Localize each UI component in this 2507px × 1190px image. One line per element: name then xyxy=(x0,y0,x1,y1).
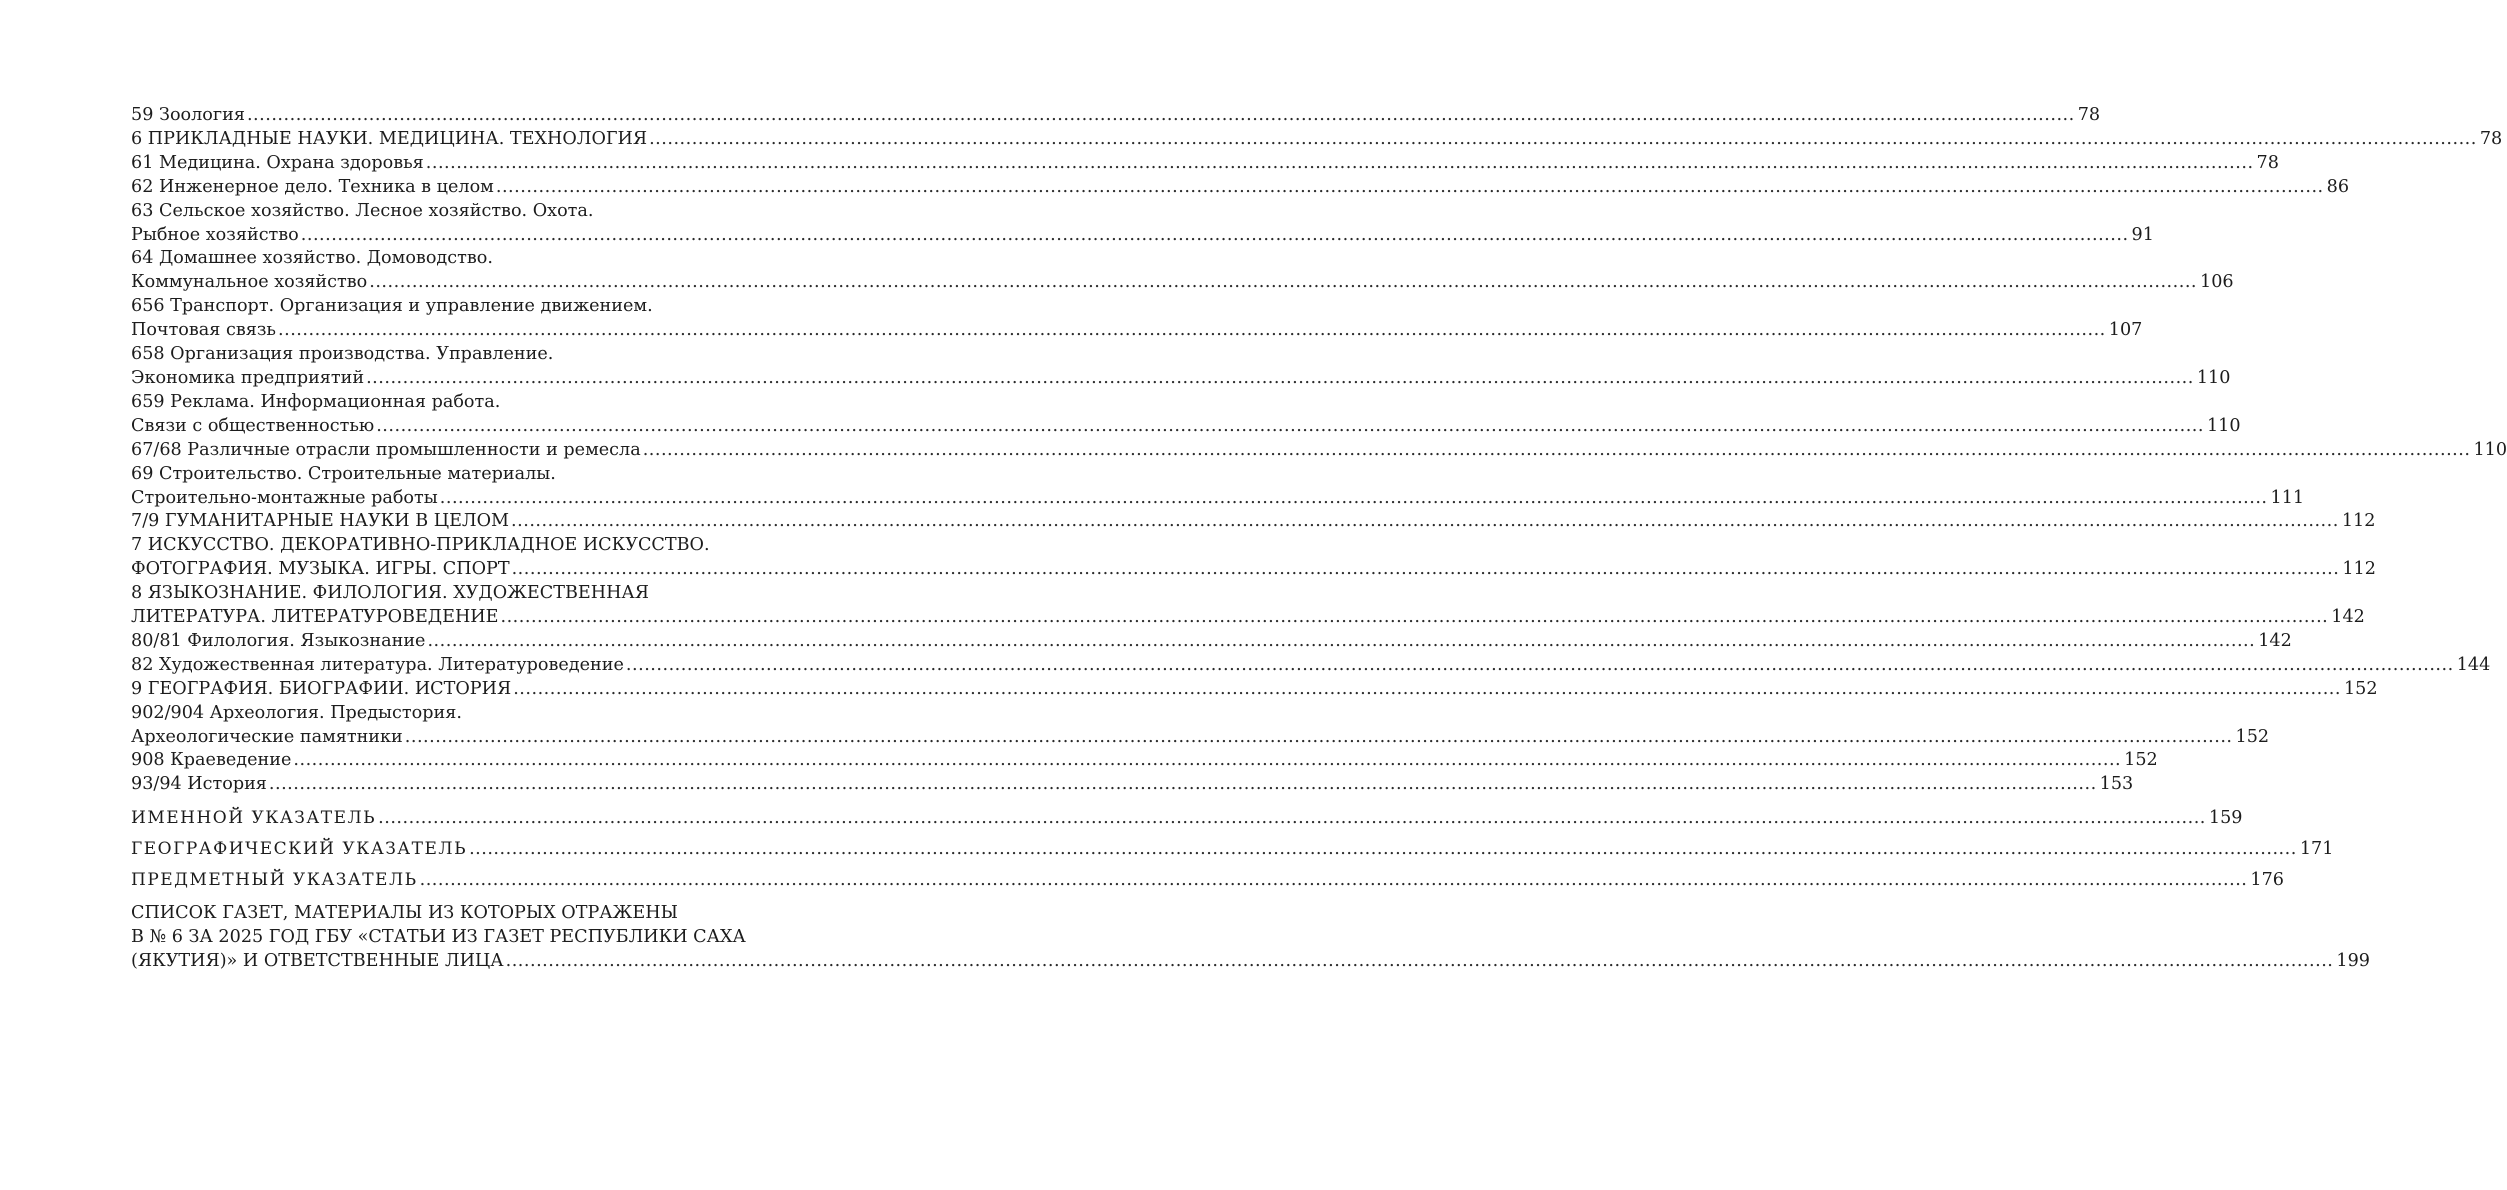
dot-leader: ............................................................................................................................................................................................................................................................................................................ xyxy=(439,487,2268,508)
toc-entry xyxy=(131,582,2365,630)
toc-entry-page: 78 xyxy=(2479,128,2503,149)
toc-entry xyxy=(131,152,2279,176)
toc-entry xyxy=(131,654,2491,678)
dot-leader: ............................................................................................................................................................................................................................................................................................................ xyxy=(495,176,2324,197)
toc-entry-page: 153 xyxy=(2099,774,2134,795)
toc-entry-line: 656 Транспорт. Организация и управление движением. xyxy=(131,296,653,317)
toc-entry-title: Связи с общественностью xyxy=(131,415,375,436)
toc-entry-line xyxy=(131,319,2143,343)
toc-entry-page: 152 xyxy=(2124,750,2158,771)
toc-entry-line xyxy=(131,224,2154,248)
index-entries xyxy=(131,803,2334,896)
toc-entry-title: Археологические памятники xyxy=(131,726,403,747)
toc-entry-title: 7/9 ГУМАНИТАРНЫЕ НАУКИ В ЦЕЛОМ xyxy=(131,511,510,532)
toc-entry xyxy=(131,247,2234,295)
toc-entry-page: 110 xyxy=(2473,439,2507,460)
toc-entry-page: 110 xyxy=(2206,415,2241,436)
toc-entry xyxy=(131,391,2241,439)
toc-entry-title: Почтовая связь xyxy=(131,320,277,341)
toc-entry-line xyxy=(131,271,2234,295)
dot-leader: ............................................................................................................................................................................................................................................................................................................ xyxy=(378,808,2206,829)
toc-entry-line xyxy=(131,415,2241,439)
toc-entry-title: ГЕОГРАФИЧЕСКИЙ УКАЗАТЕЛЬ xyxy=(131,839,468,860)
toc-entry-line xyxy=(131,128,2503,152)
toc-entry-title: Экономика предприятий xyxy=(131,367,365,388)
toc-entry-title: 908 Краеведение xyxy=(131,750,292,771)
toc-entry-page: 159 xyxy=(2208,808,2243,829)
toc-entry-line xyxy=(131,152,2279,176)
toc-entry xyxy=(131,295,2143,343)
toc-entry-line: 902/904 Археология. Предыстория. xyxy=(131,702,462,723)
toc-entry-line: 63 Сельское хозяйство. Лесное хозяйство. Охота. xyxy=(131,200,594,221)
toc-entry xyxy=(131,343,2231,391)
toc-entry-page: 152 xyxy=(2343,678,2378,699)
toc-entry-page: 86 xyxy=(2326,176,2350,197)
toc-entry xyxy=(131,176,2350,200)
toc-entry-line xyxy=(131,726,2270,750)
dot-leader: ............................................................................................................................................................................................................................................................................................................ xyxy=(246,105,2075,125)
toc-entry-line xyxy=(131,439,2507,463)
dot-leader: ............................................................................................................................................................................................................................................................................................................ xyxy=(511,559,2340,580)
toc-entry-title: ФОТОГРАФИЯ. МУЗЫКА. ИГРЫ. СПОРТ xyxy=(131,559,510,580)
dot-leader: ............................................................................................................................................................................................................................................................................................................ xyxy=(376,415,2204,436)
toc-entry xyxy=(131,200,2154,248)
index-entry xyxy=(131,803,2243,834)
dot-leader: ............................................................................................................................................................................................................................................................................................................ xyxy=(642,439,2471,460)
toc-entry-line: В № 6 ЗА 2025 ГОД ГБУ «СТАТЬИ ИЗ ГАЗЕТ РЕСПУБЛИКИ САХА xyxy=(131,927,746,948)
toc-entry-title: Рыбное хозяйство xyxy=(131,224,299,245)
toc-entry-page: 176 xyxy=(2250,870,2284,891)
toc-entry-page: 199 xyxy=(2336,951,2370,972)
dot-leader: ............................................................................................................................................................................................................................................................................................................ xyxy=(511,511,2339,532)
dot-leader: ............................................................................................................................................................................................................................................................................................................ xyxy=(268,774,2097,795)
toc-entry-page: 144 xyxy=(2456,654,2491,675)
toc-entry-page: 142 xyxy=(2258,630,2292,651)
toc-entry-line xyxy=(131,104,2101,128)
toc-entry-title: ПРЕДМЕТНЫЙ УКАЗАТЕЛЬ xyxy=(131,870,418,891)
toc-entry-page: 171 xyxy=(2299,839,2334,860)
dot-leader: ............................................................................................................................................................................................................................................................................................................ xyxy=(649,128,2477,149)
toc-entry-title: (ЯКУТИЯ)» И ОТВЕТСТВЕННЫЕ ЛИЦА xyxy=(131,951,504,972)
toc-entry xyxy=(131,510,2376,534)
toc-entry xyxy=(131,104,2101,128)
toc-entry-line xyxy=(131,367,2231,391)
toc-entry-title: Строительно-монтажные работы xyxy=(131,487,438,508)
toc-entry-page: 112 xyxy=(2341,511,2376,532)
toc-entry-page: 111 xyxy=(2270,487,2305,508)
dot-leader: ............................................................................................................................................................................................................................................................................................................ xyxy=(513,678,2341,699)
table-of-contents xyxy=(131,104,2507,974)
toc-entry-title: 61 Медицина. Охрана здоровья xyxy=(131,152,424,173)
toc-entry xyxy=(131,630,2292,654)
dot-leader: ............................................................................................................................................................................................................................................................................................................ xyxy=(505,951,2334,972)
dot-leader: ............................................................................................................................................................................................................................................................................................................ xyxy=(425,152,2254,173)
toc-entry-line xyxy=(131,510,2376,534)
toc-entry-line xyxy=(131,558,2376,582)
toc-entry-title: ЛИТЕРАТУРА. ЛИТЕРАТУРОВЕДЕНИЕ xyxy=(131,607,499,628)
index-entry xyxy=(131,865,2284,896)
toc-entry xyxy=(131,773,2134,797)
toc-entry-line: 659 Реклама. Информационная работа. xyxy=(131,391,501,412)
dot-leader: ............................................................................................................................................................................................................................................................................................................ xyxy=(625,654,2454,675)
toc-entry-title: 93/94 История xyxy=(131,774,267,795)
toc-entry-page: 106 xyxy=(2200,272,2234,293)
toc-entry-title: ИМЕННОЙ УКАЗАТЕЛЬ xyxy=(131,808,377,829)
toc-entry-line: 7 ИСКУССТВО. ДЕКОРАТИВНО-ПРИКЛАДНОЕ ИСКУССТВО. xyxy=(131,535,710,556)
toc-entry-page: 152 xyxy=(2235,726,2270,747)
dot-leader: ............................................................................................................................................................................................................................................................................................................ xyxy=(469,839,2297,860)
toc-entry-line xyxy=(131,630,2292,654)
toc-entry-page: 142 xyxy=(2331,607,2365,628)
toc-entry-line xyxy=(131,773,2134,797)
toc-entry-page: 78 xyxy=(2077,105,2101,125)
toc-entry-page: 91 xyxy=(2131,224,2154,245)
toc-entry-page: 112 xyxy=(2342,559,2376,580)
dot-leader: ............................................................................................................................................................................................................................................................................................................ xyxy=(366,367,2194,388)
toc-entry xyxy=(131,702,2270,750)
toc-entry xyxy=(131,439,2507,463)
toc-entry xyxy=(131,534,2376,582)
toc-entry-line xyxy=(131,865,2284,896)
toc-entry-line xyxy=(131,950,2370,974)
toc-entries xyxy=(131,104,2507,797)
dot-leader: ............................................................................................................................................................................................................................................................................................................ xyxy=(419,870,2248,891)
toc-entry-line: 658 Организация производства. Управление. xyxy=(131,344,554,365)
toc-entry-line xyxy=(131,803,2243,834)
dot-leader: ............................................................................................................................................................................................................................................................................................................ xyxy=(500,607,2329,628)
toc-entry-page: 107 xyxy=(2108,320,2143,341)
toc-entry-title: Коммунальное хозяйство xyxy=(131,272,368,293)
toc-entry-line xyxy=(131,749,2158,773)
toc-entry xyxy=(131,463,2305,511)
index-entry xyxy=(131,834,2334,865)
dot-leader: ............................................................................................................................................................................................................................................................................................................ xyxy=(300,224,2129,245)
toc-entry-line xyxy=(131,606,2365,630)
toc-entry-line xyxy=(131,834,2334,865)
toc-entry-line: 8 ЯЗЫКОЗНАНИЕ. ФИЛОЛОГИЯ. ХУДОЖЕСТВЕННАЯ xyxy=(131,583,649,604)
toc-entry-title: 9 ГЕОГРАФИЯ. БИОГРАФИИ. ИСТОРИЯ xyxy=(131,678,512,699)
toc-entry-title: 6 ПРИКЛАДНЫЕ НАУКИ. МЕДИЦИНА. ТЕХНОЛОГИЯ xyxy=(131,128,648,149)
toc-entry-line xyxy=(131,678,2378,702)
toc-entry-line: СПИСОК ГАЗЕТ, МАТЕРИАЛЫ ИЗ КОТОРЫХ ОТРАЖЕНЫ xyxy=(131,903,678,924)
toc-entry-title: 62 Инженерное дело. Техника в целом xyxy=(131,176,494,197)
toc-entry-line xyxy=(131,487,2305,511)
toc-entry xyxy=(131,128,2503,152)
toc-entry-page: 110 xyxy=(2196,367,2231,388)
toc-entry-line: 69 Строительство. Строительные материалы. xyxy=(131,463,556,484)
dot-leader: ............................................................................................................................................................................................................................................................................................................ xyxy=(293,750,2122,771)
toc-entry-line: 64 Домашнее хозяйство. Домоводство. xyxy=(131,248,493,269)
dot-leader: ............................................................................................................................................................................................................................................................................................................ xyxy=(278,320,2106,341)
toc-entry-title: 82 Художественная литература. Литературоведение xyxy=(131,654,624,675)
newspapers-entry xyxy=(131,902,2370,974)
dot-leader: ............................................................................................................................................................................................................................................................................................................ xyxy=(369,272,2198,293)
toc-entry-title: 80/81 Филология. Языкознание xyxy=(131,630,426,651)
toc-entry-line xyxy=(131,176,2350,200)
toc-entry-title: 59 Зоология xyxy=(131,105,245,125)
dot-leader: ............................................................................................................................................................................................................................................................................................................ xyxy=(404,726,2233,747)
toc-entry-title: 67/68 Различные отрасли промышленности и ремесла xyxy=(131,439,641,460)
toc-entry xyxy=(131,749,2158,773)
toc-entry xyxy=(131,678,2378,702)
dot-leader: ............................................................................................................................................................................................................................................................................................................ xyxy=(427,630,2256,651)
toc-entry-line xyxy=(131,654,2491,678)
toc-entry-page: 78 xyxy=(2256,152,2279,173)
